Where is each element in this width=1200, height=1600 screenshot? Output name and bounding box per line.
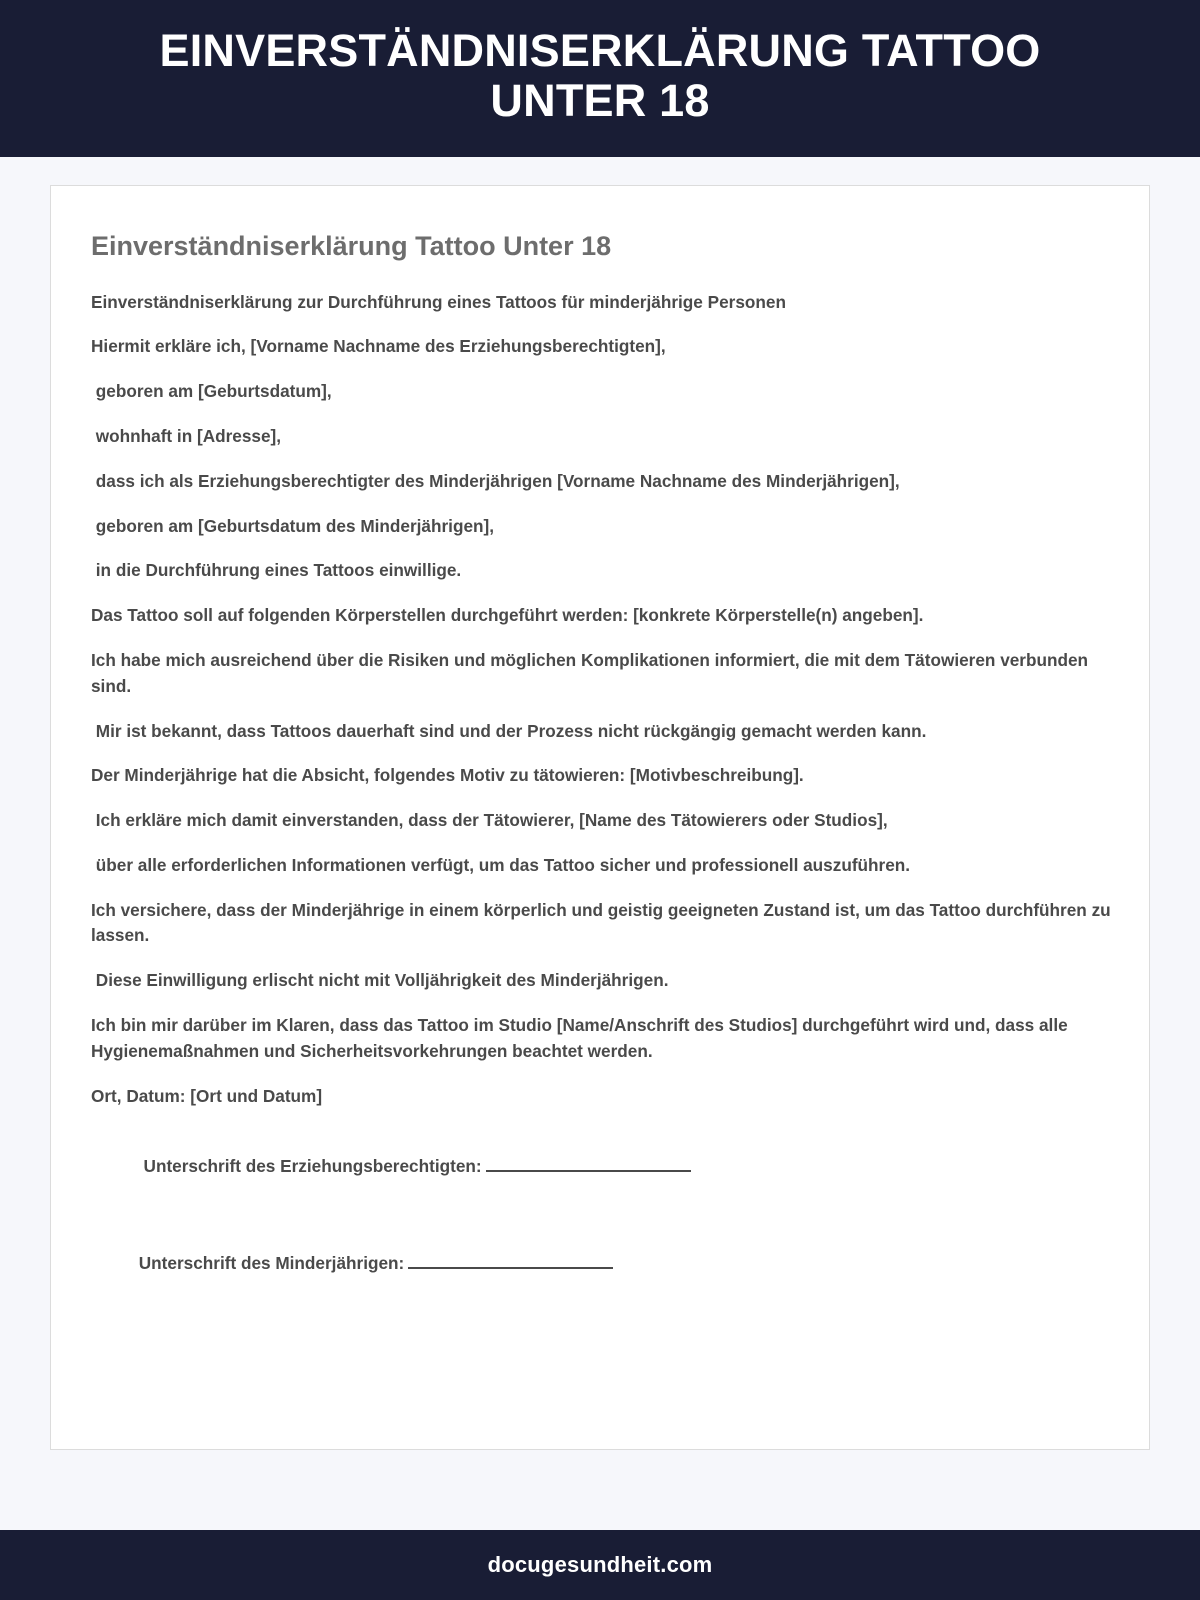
- document-paragraph: über alle erforderlichen Informationen verfügt, um das Tattoo sicher und professionell auszuführen.: [91, 854, 911, 875]
- banner-title: EINVERSTÄNDNISERKLÄRUNG TATTOO UNTER 18: [159, 25, 1041, 127]
- signature-rule-guardian[interactable]: [486, 1156, 691, 1173]
- signature-line-guardian: [91, 1128, 1111, 1205]
- document-paragraph: Ich bin mir darüber im Klaren, dass das Tattoo im Studio [Name/Anschrift des Studios] durchgeführt wird und, dass alle Hygienemaßnahmen und Sicherheitsvorkehrungen beachtet werden.: [91, 1015, 1073, 1061]
- document-paragraph: Ich versichere, dass der Minderjährige in einem körperlich und geistig geeigneten Zustand ist, um das Tattoo durchführen zu lassen.: [91, 899, 1116, 946]
- document-paragraph: wohnhaft in [Adresse],: [91, 425, 282, 446]
- page-footer: [0, 1530, 1200, 1600]
- document-paragraph: Der Minderjährige hat die Absicht, folgendes Motiv zu tätowieren: [Motivbeschreibung].: [91, 765, 804, 786]
- signature-label-guardian: Unterschrift des Erziehungsberechtigten:: [138, 1156, 482, 1177]
- page-banner: [0, 0, 1200, 157]
- document-paragraph: Mir ist bekannt, dass Tattoos dauerhaft sind und der Prozess nicht rückgängig gemacht werden kann.: [91, 720, 927, 741]
- document-heading: Einverständniserklärung Tattoo Unter 18: [91, 230, 612, 261]
- footer-site-name: docugesundheit.com: [487, 1552, 713, 1577]
- document-paragraph: Hiermit erkläre ich, [Vorname Nachname des Erziehungsberechtigten],: [91, 336, 666, 357]
- document-paragraph-list: [89, 290, 1116, 1303]
- document-card: [50, 185, 1150, 1450]
- document-body-area: [0, 157, 1200, 1494]
- document-paragraph: in die Durchführung eines Tattoos einwillige.: [91, 560, 462, 581]
- signature-line-minor: [91, 1225, 1111, 1302]
- document-paragraph: Ich habe mich ausreichend über die Risiken und möglichen Komplikationen informiert, die mit dem Tätowieren verbunden sind.: [91, 649, 1093, 696]
- signature-label-minor: Unterschrift des Minderjährigen:: [138, 1252, 405, 1273]
- document-paragraph: Ich erkläre mich damit einverstanden, dass der Tätowierer, [Name des Tätowierers oder Studios],: [91, 810, 888, 831]
- document-paragraph: geboren am [Geburtsdatum],: [91, 381, 332, 402]
- document-paragraph: dass ich als Erziehungsberechtigter des Minderjährigen [Vorname Nachname des Minderjährigen],: [91, 470, 900, 491]
- document-paragraph: Diese Einwilligung erlischt nicht mit Volljährigkeit des Minderjährigen.: [91, 970, 669, 991]
- document-paragraph: Das Tattoo soll auf folgenden Körperstellen durchgeführt werden: [konkrete Körperstelle(n) angeben].: [91, 605, 924, 626]
- document-paragraph: Einverständniserklärung zur Durchführung eines Tattoos für minderjährige Personen: [91, 291, 786, 312]
- document-paragraph: geboren am [Geburtsdatum des Minderjährigen],: [91, 515, 495, 536]
- signature-rule-minor[interactable]: [408, 1252, 613, 1269]
- document-paragraph: Ort, Datum: [Ort und Datum]: [91, 1085, 323, 1106]
